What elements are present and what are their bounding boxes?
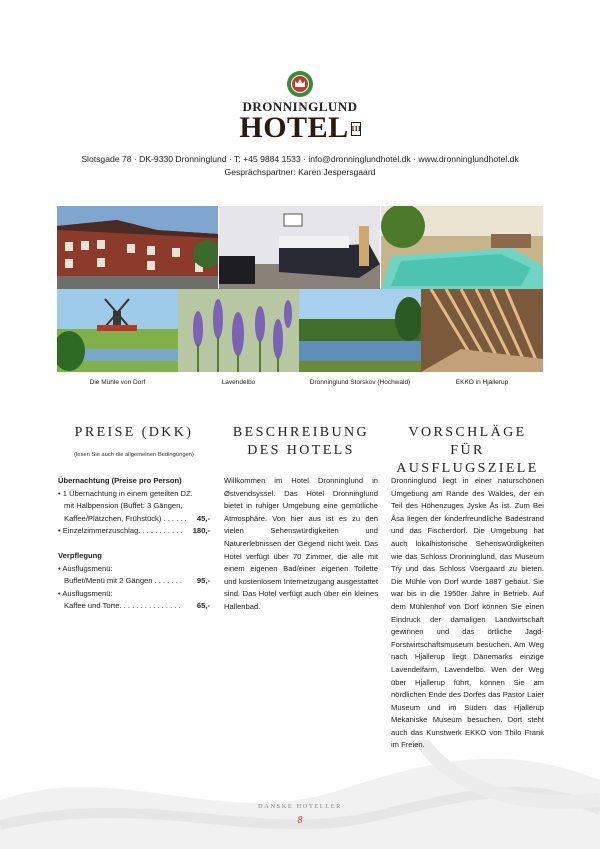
price-value: 65,- bbox=[196, 601, 210, 611]
logo-hotel-line bbox=[0, 111, 600, 144]
price-label: Kaffee/Plätzchen, Frühstück) . . . . . . bbox=[64, 513, 187, 523]
price-item-text: • 1 Übernachtung in einem geteilten DZ. bbox=[58, 488, 193, 498]
caption-ekko: EKKO in Hjallerup bbox=[455, 379, 509, 386]
photo-forest-lake bbox=[299, 289, 421, 372]
description-column bbox=[224, 475, 378, 614]
page-number: 8 bbox=[297, 815, 303, 826]
photo-hotel-exterior bbox=[57, 206, 218, 289]
excursions-column bbox=[391, 475, 544, 752]
price-label: Kaffee und Torte. . . . . . . . . . . . . . . bbox=[64, 601, 181, 611]
price-value: 45,- bbox=[196, 513, 210, 523]
hotel-logo bbox=[0, 70, 600, 142]
photo-windmill bbox=[57, 289, 178, 372]
description-heading-line1: BESCHREIBUNG bbox=[232, 425, 370, 440]
prices-column bbox=[58, 475, 210, 613]
caption-lavender: Lavendelbo bbox=[221, 379, 256, 386]
price-value: 95,- bbox=[196, 576, 210, 586]
caption-forest: Dronninglund Storskov (Hochwald) bbox=[309, 379, 411, 386]
price-value: 180,- bbox=[192, 526, 210, 536]
description-heading bbox=[224, 424, 378, 460]
logo-hotel-word: HOTEL bbox=[239, 111, 349, 144]
prices-section-catering: Verpflegung bbox=[58, 550, 102, 560]
prices-section-overnight: Übernachtung (Preise pro Person) bbox=[58, 476, 182, 485]
price-item-text: mit Halbpension (Buffet: 3 Gängen, bbox=[64, 501, 183, 511]
price-row-buffet bbox=[58, 575, 210, 588]
price-item-text: • Ausflugsmenü: bbox=[58, 588, 113, 598]
price-item-text: • Ausflugsmenü: bbox=[58, 563, 113, 573]
price-row-coffee bbox=[58, 600, 210, 613]
crown-emblem-icon bbox=[286, 70, 314, 98]
contact-person-line: Gesprächspartner: Karen Jespersgaard bbox=[224, 167, 376, 177]
excursions-text: Dronninglund liegt in einer naturschönen Umgebung am Rande des Waldes, der ein Teil des Höhenzuges Jyske Ås ist. Zum Bei Åsa liegen der kinderfreundliche Badestrand und das Fischerdorf. Die Umgebung hat auch lokalhistorische Sehenswürdigkeiten wie das Schloss Dronninglund, das Museum Try und das Schloss Voergaard zu bieten. Die Mühle von Dorf wurde 1887 gebaut. Sie war bis in die 1950er Jahre in Betrieb. Auf dem Mühlenhof von Dorf können Sie einen Eindruck der damaligen Landwirtschaft gewinnen und das örtliche Jagd- Forstwirtschaftsmuseum besuchen. Am Weg nach Hjallerup liegt Dänemarks einzige Lavendelfarm, Lavendelbo. Wen der Weg über Hjallerup führt, können Sie am nördlichen Ende des Dorfes das Pastor Laier Museum und im Süden das Hjallerup Mekaniske Museum besuchen. Dort steht auch das Kunstwerk EKKO von Thilo Frank im Freien. bbox=[391, 476, 544, 750]
photo-hotel-room bbox=[219, 206, 380, 289]
photo-hotel-pool bbox=[381, 206, 543, 289]
contact-info bbox=[0, 153, 600, 179]
description-heading-line2: DES HOTELS bbox=[247, 443, 355, 458]
excursions-heading-line1: VORSCHLÄGE FÜR bbox=[408, 425, 527, 458]
price-row-single-supplement bbox=[58, 525, 210, 538]
background-swirl-decoration bbox=[0, 740, 600, 849]
excursions-heading bbox=[391, 424, 544, 478]
price-row-halfboard bbox=[58, 513, 210, 526]
logo-name-line: DRONNINGLUND bbox=[242, 99, 358, 114]
prices-heading: PREISE (DKK) bbox=[74, 425, 194, 440]
logo-badge: III bbox=[351, 122, 361, 136]
caption-windmill: Die Mühle von Dorf bbox=[89, 379, 146, 386]
contact-address-line: Slotsgade 78 · DK-9330 Dronninglund · T: +45 9884 1533 · info@dronninglundhotel.dk · www.dronninglundhotel.dk bbox=[81, 154, 519, 164]
excursions-heading-line2: AUSFLUGSZIELE bbox=[396, 461, 539, 476]
price-label: Buffet/Menü mit 2 Gängen . . . . . . . bbox=[64, 576, 183, 586]
photo-ekko-artwork bbox=[421, 289, 543, 372]
description-text: Willkommen im Hotel Dronninglund in Østvendsyssel. Das Hotel Dronninglund bietet in ruhiger Umgebung eine gemütliche Atmosphäre. Von hier aus ist es zu den vielen Sehenswürdigkeiten und Naturerlebnissen der Gegend nicht weit. Das Hotel verfügt über 70 Zimmer, die alle mit einem eigenen Bad/einer eigenen Toilette und kostenlosem Internetzugang ausgestattet sind. Das Hotel verfügt auch über ein kleines Hallenbad. bbox=[224, 476, 378, 611]
footer-publication-label: DANSKE HOTELLER bbox=[257, 803, 343, 810]
photo-lavender bbox=[178, 289, 299, 372]
prices-note: (lesen Sie auch die allgemeinen Bedingungen) bbox=[74, 452, 194, 458]
price-label: • Einzelzimmerzuschlag. . . . . . . . . . . bbox=[58, 526, 183, 536]
